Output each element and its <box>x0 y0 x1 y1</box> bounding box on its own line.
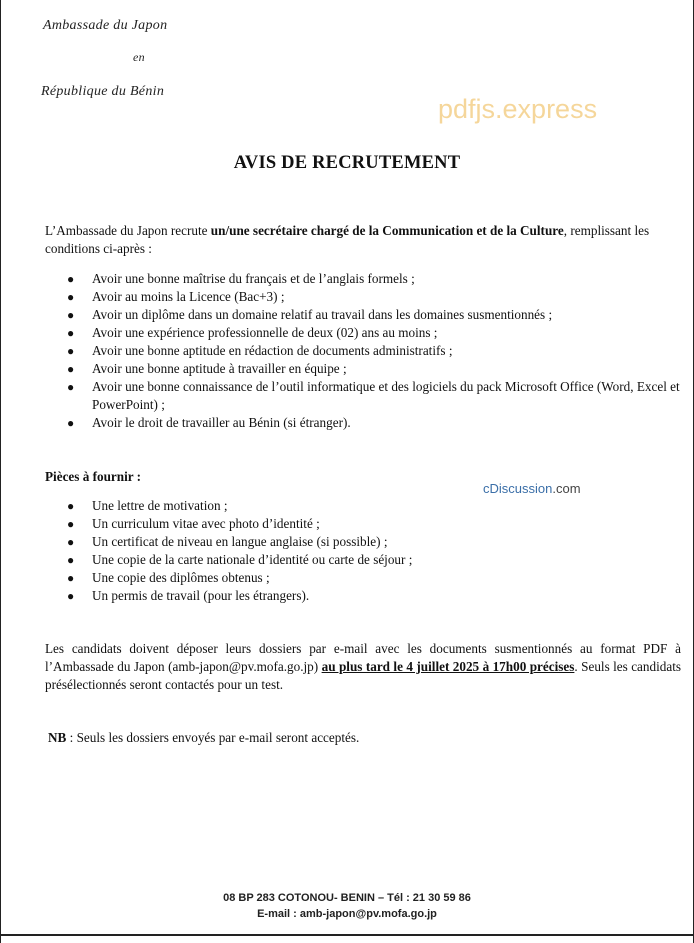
bullet-icon: ● <box>67 272 75 286</box>
footer-email: E-mail : amb-japon@pv.mofa.go.jp <box>257 908 437 920</box>
bullet-icon: ● <box>67 362 75 376</box>
list-item: ● Avoir une bonne aptitude à travailler en équipe ; <box>67 361 347 376</box>
bullet-icon: ● <box>67 535 75 549</box>
nb-label: NB <box>48 730 67 745</box>
pieces-list <box>45 497 681 605</box>
list-item: ● Un curriculum vitae avec photo d’identité ; <box>67 516 320 531</box>
list-item: ● Avoir un diplôme dans un domaine relatif au travail dans les domaines susmentionnés ; <box>67 307 553 322</box>
bullet-icon: ● <box>67 571 75 585</box>
bullet-icon: ● <box>67 553 75 567</box>
letterhead-embassy: Ambassade du Japon <box>43 18 168 33</box>
list-item: ● Avoir une expérience professionnelle de deux (02) ans au moins ; <box>67 325 438 340</box>
position-title: un/une secrétaire chargé de la Communication et de la Culture <box>210 223 564 238</box>
letterhead-country: République du Bénin <box>41 84 165 99</box>
list-item: ● Avoir une bonne aptitude en rédaction de documents administratifs ; <box>67 343 453 358</box>
footer <box>1 890 693 922</box>
intro-text: L’Ambassade du Japon recrute <box>45 223 211 238</box>
list-item: ● Une copie de la carte nationale d’identité ou carte de séjour ; <box>67 552 413 567</box>
footer-address: 08 BP 283 COTONOU- BENIN – Tél : 21 30 59 86 <box>223 892 471 904</box>
list-item: ● Une lettre de motivation ; <box>67 498 228 513</box>
list-item: ● Un permis de travail (pour les étrangers). <box>67 588 310 603</box>
cdiscussion-watermark: cDiscussion.com <box>483 481 581 496</box>
bullet-icon: ● <box>67 308 75 322</box>
bullet-icon: ● <box>67 344 75 358</box>
list-item: ● Un certificat de niveau en langue anglaise (si possible) ; <box>67 534 388 549</box>
nb-text: : Seuls les dossiers envoyés par e-mail seront acceptés. <box>66 730 360 745</box>
conditions-list <box>45 270 681 432</box>
bullet-icon: ● <box>67 290 75 304</box>
bottom-rule <box>1 934 693 936</box>
bullet-icon: ● <box>67 326 75 340</box>
intro-paragraph <box>45 222 681 258</box>
list-item: ● Avoir une bonne maîtrise du français et de l’anglais formels ; <box>67 271 415 286</box>
deadline: au plus tard le 4 juillet 2025 à 17h00 précises <box>321 659 575 674</box>
bullet-icon: ● <box>67 517 75 531</box>
nb-note <box>48 730 359 746</box>
bullet-icon: ● <box>67 380 75 394</box>
intro-text-end: , remplissant les conditions ci-après : <box>45 223 650 256</box>
pieces-heading: Pièces à fournir : <box>45 469 142 484</box>
bullet-icon: ● <box>67 499 75 513</box>
bullet-icon: ● <box>67 416 75 430</box>
list-item: ● Avoir une bonne connaissance de l’outil informatique et des logiciels du pack Microsoft Office (Word, Excel et PowerPoint) ; <box>67 379 680 412</box>
pdfjs-watermark: pdfjs.express <box>438 94 598 124</box>
list-item: ● Avoir le droit de travailler au Bénin (si étranger). <box>67 415 351 430</box>
list-item: ● Une copie des diplômes obtenus ; <box>67 570 270 585</box>
letterhead-en: en <box>133 50 145 64</box>
bullet-icon: ● <box>67 589 75 603</box>
page-title: AVIS DE RECRUTEMENT <box>233 153 461 173</box>
closing-paragraph: Les candidats doivent déposer leurs dossiers par e-mail avec les documents susmentionnés au format PDF à l’Ambassade du Japon (amb-japon@pv.mofa.go.jp) au plus tard le 4 juillet 2025 à 17h00 précises. Seuls les candidats présélectionnés seront contactés pour un test. <box>45 641 682 692</box>
list-item: ● Avoir au moins la Licence (Bac+3) ; <box>67 289 285 304</box>
